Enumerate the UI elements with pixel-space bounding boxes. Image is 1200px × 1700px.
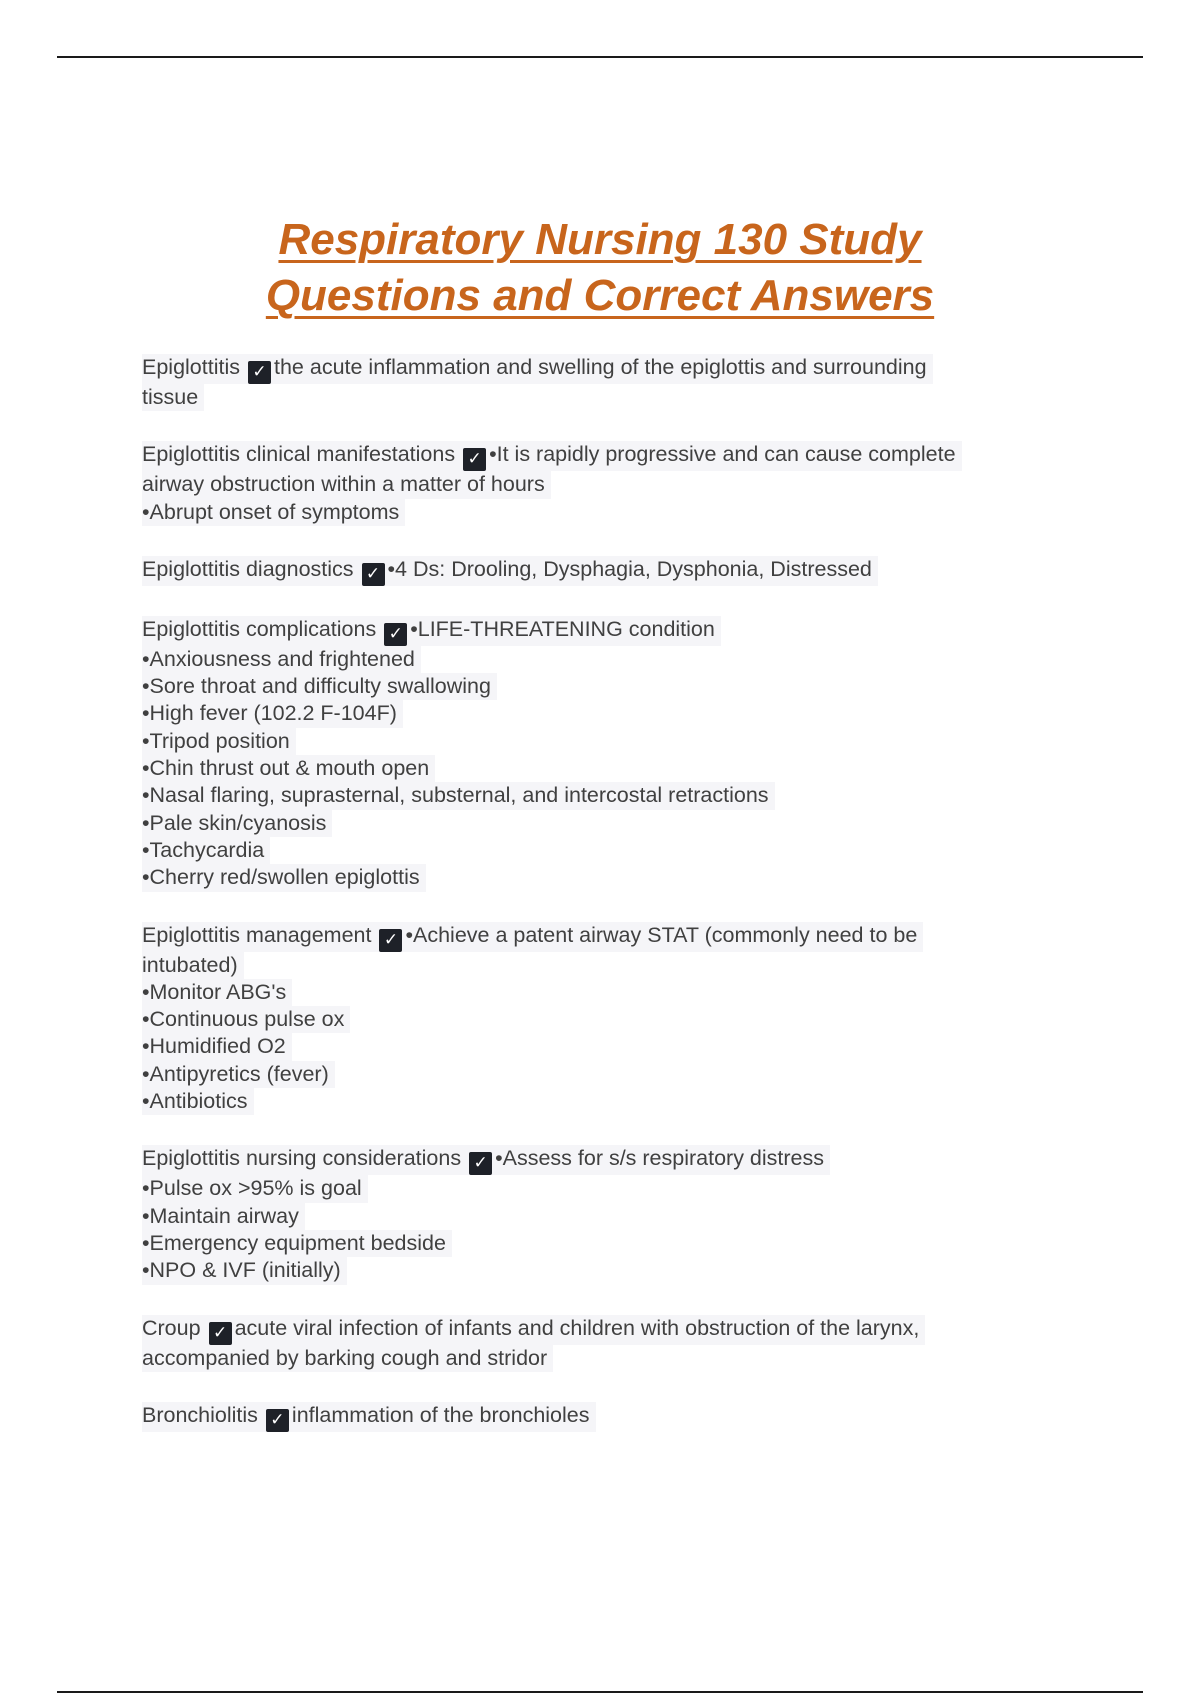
qa-answer-line: •Maintain airway [142,1203,305,1230]
qa-answer-line: •Tripod position [142,728,296,755]
qa-answer: •4 Ds: Drooling, Dysphagia, Dysphonia, Distressed [387,556,872,581]
checkmark-icon: ✓ [362,563,385,586]
qa-entry [142,441,1042,526]
checkmark-icon: ✓ [248,361,271,384]
qa-term: Epiglottitis nursing considerations [142,1146,462,1171]
qa-term: Epiglottitis complications [142,616,377,641]
qa-answer-line: •Chin thrust out & mouth open [142,755,435,782]
qa-answer-line: •Emergency equipment bedside [142,1230,452,1257]
qa-answer-line: •NPO & IVF (initially) [142,1257,347,1284]
qa-term: Croup [142,1315,201,1340]
qa-entry [142,354,1042,411]
qa-answer-line: •Continuous pulse ox [142,1006,350,1033]
qa-answer-line: •Monitor ABG's [142,979,292,1006]
qa-answer: •Achieve a patent airway STAT (commonly need to be [405,922,918,947]
qa-answer-line: •Antipyretics (fever) [142,1061,335,1088]
qa-answer-line: tissue [142,384,204,411]
qa-answer-line: •Anxiousness and frightened [142,646,421,673]
qa-answer: •LIFE-THREATENING condition [410,616,715,641]
checkmark-icon: ✓ [463,448,486,471]
qa-answer: acute viral infection of infants and children with obstruction of the larynx, [234,1315,920,1340]
checkmark-icon: ✓ [469,1152,492,1175]
title-line-2: Questions and Correct Answers [265,271,935,320]
qa-answer-line: •Humidified O2 [142,1033,292,1060]
qa-answer: inflammation of the bronchioles [291,1402,590,1427]
qa-list [142,354,1042,1462]
qa-answer-line: •Sore throat and difficulty swallowing [142,673,497,700]
title-line-1: Respiratory Nursing 130 Study [278,215,922,264]
qa-answer-line: •Abrupt onset of symptoms [142,499,405,526]
qa-answer-line: •Antibiotics [142,1088,254,1115]
qa-first-line [142,1315,925,1345]
qa-term: Epiglottitis diagnostics [142,556,354,581]
qa-entry [142,1315,1042,1372]
checkmark-icon: ✓ [379,929,402,952]
qa-answer-line: •Nasal flaring, suprasternal, substernal, and intercostal retractions [142,782,775,809]
qa-entry [142,1145,1042,1284]
top-rule [57,56,1143,58]
qa-first-line [142,922,923,952]
qa-term: Epiglottitis [142,355,240,379]
qa-answer: the acute inflammation and swelling of the epiglottis and surrounding [274,355,927,379]
qa-term: Epiglottitis management [142,922,372,947]
qa-entry [142,1402,1042,1432]
qa-first-line [142,556,878,586]
qa-answer: •It is rapidly progressive and can cause complete [489,442,956,467]
qa-answer-line: •High fever (102.2 F-104F) [142,700,403,727]
checkmark-icon: ✓ [266,1409,289,1432]
qa-term: Bronchiolitis [142,1402,258,1427]
qa-entry [142,556,1042,586]
qa-answer: •Assess for s/s respiratory distress [495,1146,825,1171]
qa-answer-line: •Cherry red/swollen epiglottis [142,864,426,891]
qa-first-line [142,354,933,384]
qa-answer-line: airway obstruction within a matter of hours [142,471,551,498]
page-title [0,212,1200,324]
qa-answer-line: accompanied by barking cough and stridor [142,1345,553,1372]
checkmark-icon: ✓ [384,623,407,646]
qa-first-line [142,441,962,471]
qa-first-line [142,1402,596,1432]
qa-answer-line: intubated) [142,952,244,979]
qa-term: Epiglottitis clinical manifestations [142,442,456,467]
qa-first-line [142,1145,830,1175]
qa-entry [142,616,1042,892]
qa-entry [142,922,1042,1116]
qa-answer-line: •Tachycardia [142,837,270,864]
checkmark-icon: ✓ [209,1322,232,1345]
qa-first-line [142,616,721,646]
qa-answer-line: •Pale skin/cyanosis [142,810,332,837]
bottom-rule [57,1691,1143,1693]
qa-answer-line: •Pulse ox >95% is goal [142,1175,368,1202]
